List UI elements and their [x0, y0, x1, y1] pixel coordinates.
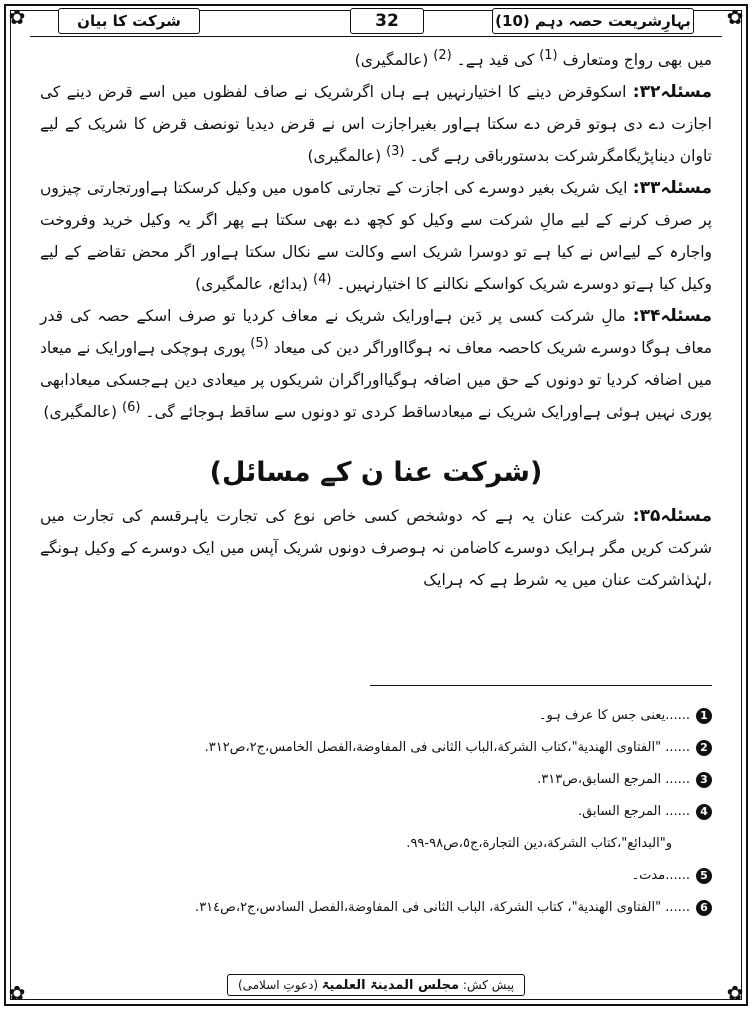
- masala-34: مسئلہ۳۴: مالِ شرکت کسی پر دَین ہےاورایک شریک نے معاف کردیا تو صرف اسکے حصہ کی قدر معاف ہوگا دوسرے شریک کاحصہ معاف نہ ہوگااوراگر دین کی میعاد $^{(5)}$ پوری ہوچکی ہےاورایک نے میعاد میں اضافہ کردیا تو دونوں کے حق میں اضافہ ہوگیااوراگران شریکوں پر میعادی دین ہےجسکی میعادابھی پوری نہیں ہوئی ہےاورایک شریک نے میعادساقط کردی تو دونوں سے ساقط ہوجائے گی۔ $^{(6)}$ (عالمگیری): [40, 306, 713, 421]
- publisher-note: (دعوتِ اسلامی): [237, 978, 319, 992]
- footnote-ref: (2): [433, 47, 452, 63]
- footnote-number: 1: [696, 708, 712, 724]
- corner-ornament-icon: ✿: [8, 5, 26, 29]
- footnote-item: 6 ...... "الفتاوی الهندية"، كتاب الشركة، الباب الثانی فی المفاوضة،الفصل السادس،ج٢،ص٣١٤.: [40, 892, 712, 924]
- book-title: بہارِشریعت حصہ دہم (10): [492, 8, 694, 34]
- footnote-number: 3: [696, 772, 712, 788]
- footnote-number: 5: [696, 868, 712, 884]
- masala-32: مسئلہ۳۲: اسکوقرض دینے کا اختیارنہیں ہے ہاں اگرشریک نے صاف لفظوں میں اسے قرض دینے کی اجازت دے دی ہوتو قرض دے سکتا ہےاور بغیراجازت اس نے قرض دیدیا تونصف قرض کا شریک کے لیے تاوان دیناپڑیگامگرشرکت بدستورباقی رہے گی۔ $^{(3)}$ (عالمگیری): [40, 82, 712, 165]
- footnote-ref: (4): [313, 271, 332, 287]
- footnote-item: و"البدائع"،كتاب الشركة،دين التجارة،ج٥،ص٩٨-٩٩.: [406, 836, 672, 851]
- footnotes: [40, 700, 712, 924]
- corner-ornament-icon: ✿: [726, 981, 744, 1005]
- publisher-name: مجلس المدینۃ العلمیۃ: [321, 978, 460, 993]
- page-header: [22, 6, 730, 36]
- footnote-ref: (5): [250, 335, 269, 351]
- footnote-ref: (6): [122, 399, 141, 415]
- masala-label: مسئلہ۳۴:: [632, 306, 712, 326]
- footnote-item: 2 ...... "الفتاوی الهندية"،كتاب الشركة،الباب الثانی فی المفاوضة،الفصل الخامس،ج٢،ص٣١٢.: [40, 732, 712, 764]
- footnote-item: 4 ...... المرجع السابق.: [40, 796, 712, 828]
- paragraph-continuation: میں بھی رواج ومتعارف $^{(1)}$ کی قید ہے۔ $^{(2)}$ (عالمگیری): [354, 47, 712, 69]
- footnote-item: 1 ......یعنی جس کا عرف ہو۔: [40, 700, 712, 732]
- footnote-ref: (3): [386, 143, 405, 159]
- footer-prefix: پیش کش:: [462, 978, 515, 992]
- footnote-item: 5 ......مدت۔: [40, 860, 712, 892]
- publisher-box: [227, 974, 525, 996]
- footnote-item: 3 ...... المرجع السابق،ص٣١٣.: [40, 764, 712, 796]
- footnote-number: 6: [696, 900, 712, 916]
- corner-ornament-icon: ✿: [726, 5, 744, 29]
- masala-35: مسئلہ۳۵: شرکت عنان یہ ہے کہ دوشخص کسی خاص نوع کی تجارت یاہرقسم کی تجارت میں شرکت کریں مگر ہرایک دوسرے کاضامن نہ ہوصرف دونوں شریک آپس میں ایک دوسرے کے وکیل ہونگے ،لہٰذاشرکت عنان میں یہ شرط ہے کہ ہرایک: [40, 506, 712, 589]
- masala-label: مسئلہ۳۲:: [632, 82, 712, 102]
- masala-label: مسئلہ۳۵:: [632, 506, 712, 526]
- masala-label: مسئلہ۳۳:: [632, 178, 712, 198]
- main-text: [40, 44, 712, 596]
- footnote-number: 4: [696, 804, 712, 820]
- page-number: 32: [350, 8, 424, 34]
- section-heading: (شرکت عنا ن کے مسائل): [209, 457, 543, 488]
- page-footer: [0, 974, 752, 1000]
- footnote-divider: [370, 685, 712, 686]
- footnote-number: 2: [696, 740, 712, 756]
- footnote-ref: (1): [539, 47, 558, 63]
- masala-33: مسئلہ۳۳: ایک شریک بغیر دوسرے کی اجازت کے تجارتی کاموں میں وکیل کرسکتا ہےاورتجارتی چیزوں پر صرف کرنے کے لیے مالِ شرکت سے وکیل کو کچھ دے بھی سکتا ہے پھر اگر یہ وکیل خرید وفروخت واجارہ کے لیےاس نے کیا ہے تو دوسرا شریک اسے وکالت سے نکال سکتا ہےاور اگر محض تقاضے کے لیے وکیل کیا ہےتو دوسرے شریک کواسکے نکالنے کا اختیارنہیں۔ $^{(4)}$ (بدائع، عالمگیری): [40, 178, 712, 293]
- corner-ornament-icon: ✿: [8, 981, 26, 1005]
- chapter-title: شرکت کا بیان: [58, 8, 200, 34]
- header-divider: [30, 36, 722, 37]
